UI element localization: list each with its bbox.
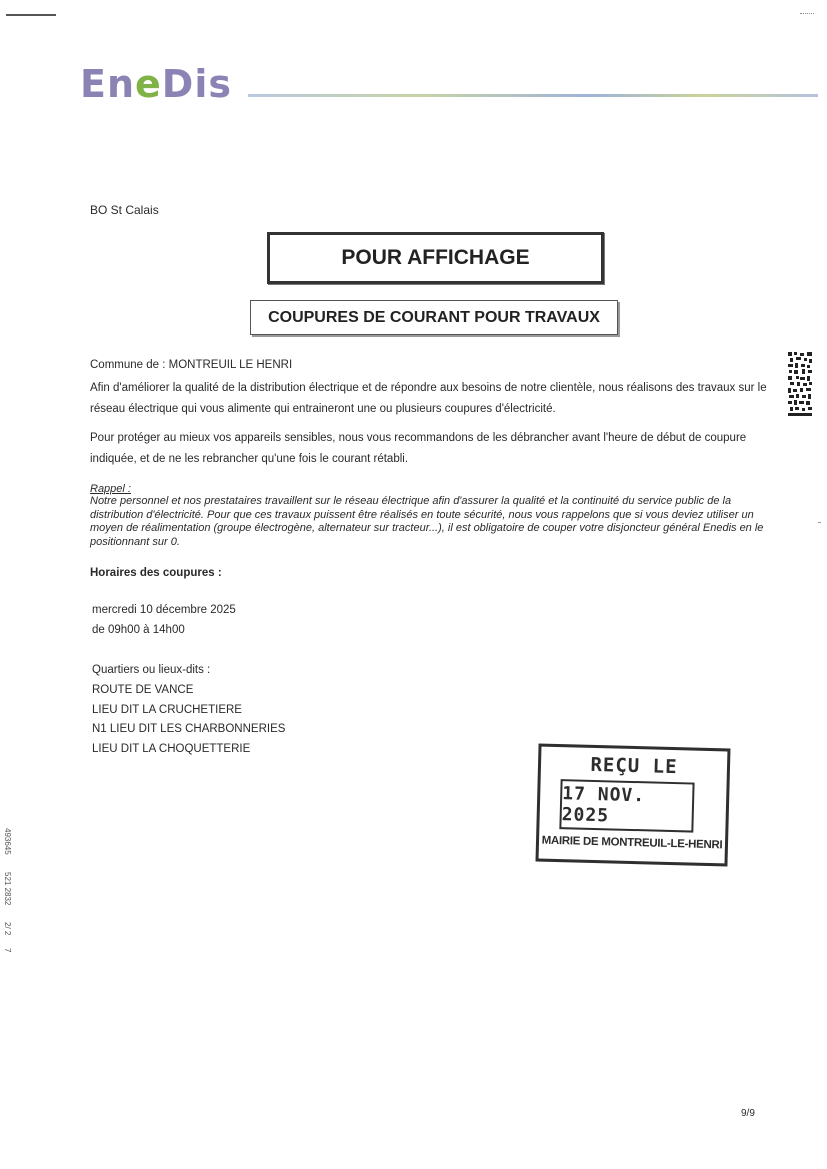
intro-paragraph: Afin d'améliorer la qualité de la distribution électrique et de répondre aux besoins de notre clientèle, nous réalisons des travaux sur le réseau électrique qui vous alimente qui entraineront une ou plusieurs coupures d'électricité.	[90, 382, 767, 415]
side-code: 521 2832	[3, 872, 12, 906]
header-rule	[248, 94, 818, 97]
list-item: N1 LIEU DIT LES CHARBONNERIES	[92, 723, 286, 735]
stamp-date: 17 NOV. 2025	[561, 783, 646, 827]
qr-code	[788, 352, 812, 416]
rappel-text: Notre personnel et nos prestataires travaillent sur le réseau électrique afin d'assurer la qualité et la continuité du service public de la distribution d'électricité. Pour que ces travaux puissent être réalisés en toute sécurité, nous vous rappelons que si vous deviez utiliser un moyen de réalimentation (groupe électrogène, alternateur sur tracteur...), il est obligatoire de couper votre disjoncteur général Enedis en le positionnant sur 0.	[90, 495, 764, 548]
title-text: POUR AFFICHAGE	[341, 246, 530, 269]
logo-part: Dis	[161, 62, 232, 106]
side-code: 2/ 2	[3, 922, 12, 936]
stamp-footer: MAIRIE DE MONTREUIL-LE-HENRI	[541, 834, 723, 852]
list-item: LIEU DIT LA CRUCHETIERE	[92, 704, 242, 716]
list-item: LIEU DIT LA CHOQUETTERIE	[92, 743, 251, 755]
enedis-logo	[80, 62, 232, 106]
commune-line: Commune de : MONTREUIL LE HENRI	[90, 359, 293, 371]
outage-date: mercredi 10 décembre 2025	[92, 604, 236, 616]
scan-mark	[6, 14, 56, 16]
quartiers-heading: Quartiers ou lieux-dits :	[92, 664, 211, 676]
advice-paragraph: Pour protéger au mieux vos appareils sensibles, nous vous recommandons de les débrancher avant l'heure de début de coupure indiquée, et de ne les rebrancher qu'une fois le courant rétabli.	[90, 432, 747, 465]
subtitle-box	[250, 300, 618, 335]
stamp-date-box	[559, 779, 694, 832]
logo-part: En	[80, 62, 136, 106]
received-stamp	[535, 744, 730, 867]
list-item: ROUTE DE VANCE	[92, 684, 194, 696]
scan-mark	[800, 13, 814, 15]
rappel-heading: Rappel :	[90, 483, 131, 495]
title-box	[267, 232, 604, 284]
stamp-title: REÇU LE	[590, 753, 678, 779]
logo-part: e	[135, 62, 162, 106]
sender-office: BO St Calais	[90, 203, 159, 217]
side-code: 493645	[3, 828, 12, 855]
horaires-heading: Horaires des coupures :	[90, 567, 222, 579]
outage-time: de 09h00 à 14h00	[92, 624, 185, 636]
subtitle-text: COUPURES DE COURANT POUR TRAVAUX	[268, 308, 600, 326]
side-codes	[2, 828, 14, 958]
page-number: 9/9	[741, 1108, 755, 1119]
scan-mark	[818, 522, 821, 523]
side-code: 7	[3, 948, 12, 953]
